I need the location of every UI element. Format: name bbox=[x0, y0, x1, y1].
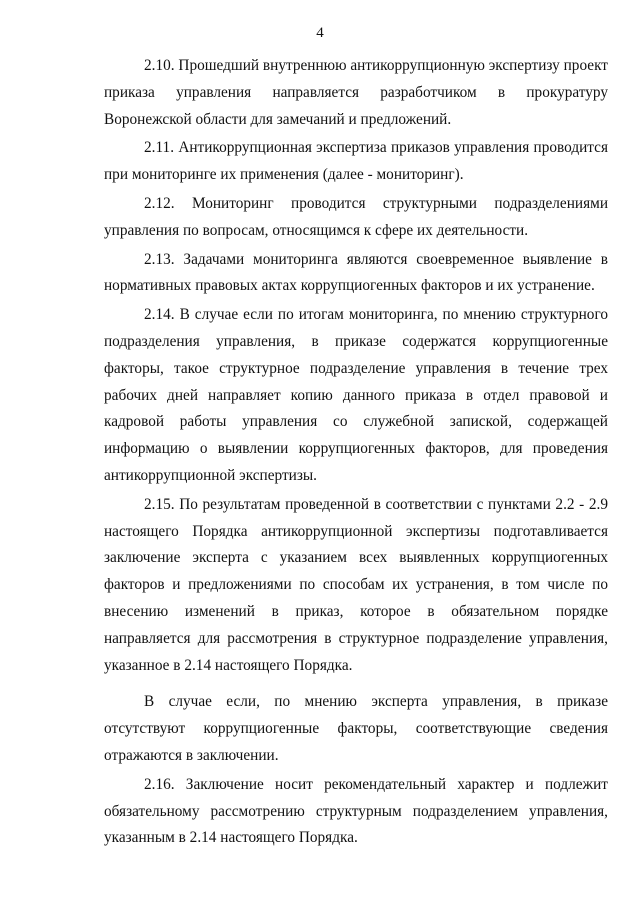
paragraph-2-12: 2.12. Мониторинг проводится структурными подразделениями управления по вопросам, относящимся к сфере их деятельности. bbox=[104, 194, 608, 239]
paragraph-2-13: 2.13. Задачами мониторинга являются своевременное выявление в нормативных правовых актах коррупциогенных факторов и их устранение. bbox=[104, 250, 608, 295]
paragraph-2-15: 2.15. По результатам проведенной в соответствии с пунктами 2.2 - 2.9 настоящего Порядка антикоррупционной экспертизы подготавливается заключение эксперта с указанием всех выявленных коррупциогенных факторов и предложениями по способам их устранения, в том числе по внесению изменений в приказ, которое в обязательном порядке направляется для рассмотрения в структурное подразделение управления, указанное в 2.14 настоящего Порядка. bbox=[104, 495, 608, 674]
paragraph-2-16: 2.16. Заключение носит рекомендательный характер и подлежит обязательному рассмотрению структурным подразделением управления, указанным в 2.14 настоящего Порядка. bbox=[104, 775, 608, 847]
paragraph-2-11: 2.11. Антикоррупционная экспертиза приказов управления проводится при мониторинге их применения (далее - мониторинг). bbox=[104, 139, 608, 184]
paragraph-no-factors: В случае если, по мнению эксперта управления, в приказе отсутствуют коррупциогенные факторы, соответствующие сведения отражаются в заключении. bbox=[104, 693, 608, 764]
paragraph-2-14: 2.14. В случае если по итогам мониторинга, по мнению структурного подразделения управления, в приказе содержатся коррупциогенные факторы, такое структурное подразделение управления в течение трех рабочих дней направляет копию данного приказа в отдел правовой и кадровой работы управления со служебной запиской, содержащей информацию о выявлении коррупциогенных факторов, для проведения антикоррупционной экспертизы. bbox=[104, 306, 608, 484]
document-body bbox=[104, 53, 608, 852]
page-number: 4 bbox=[316, 25, 324, 41]
paragraph-2-10: 2.10. Прошедший внутреннюю антикоррупционную экспертизу проект приказа управления направляется разработчиком в прокуратуру Воронежской области для замечаний и предложений. bbox=[104, 57, 608, 128]
